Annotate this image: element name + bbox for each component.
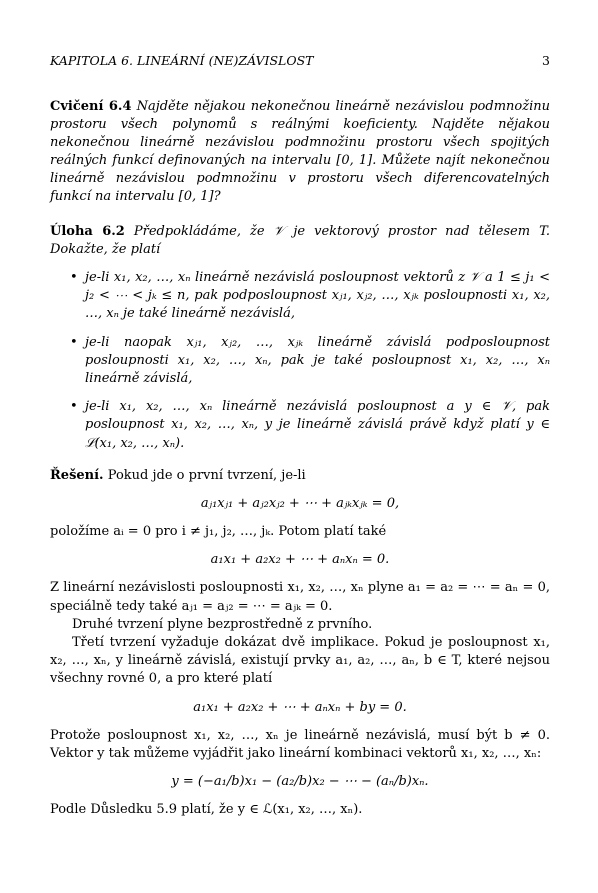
- list-item: • je-li x₁, x₂, …, xₙ lineárně nezávislá posloupnost a y ∈ 𝒱, pak posloupnost x₁, x₂, …, xₙ, y je lineárně závislá právě když platí y ∈ ℒ(x₁, x₂, …, xₙ).: [70, 399, 550, 451]
- task-6-2: [50, 223, 550, 259]
- page-number: 3: [542, 53, 550, 68]
- page: [50, 52, 550, 820]
- solution-paragraph: Podle Důsledku 5.9 platí, že y ∈ ℒ(x₁, x₂, …, xₙ).: [50, 802, 363, 818]
- solution-intro: Řešení. Pokud jde o první tvrzení, je-li: [50, 467, 306, 483]
- solution: [50, 467, 550, 820]
- bullet-icon: •: [70, 334, 78, 350]
- solution-paragraph: položíme aᵢ = 0 pro i ≠ j₁, j₂, …, jₖ. Potom platí také: [50, 524, 387, 540]
- equation-2: a₁x₁ + a₂x₂ + ⋯ + aₙxₙ = 0.: [210, 552, 390, 568]
- task-items: [50, 269, 550, 453]
- equation-4: y = (−a₁/b)x₁ − (a₂/b)x₂ − ⋯ − (aₙ/b)xₙ.: [171, 774, 429, 790]
- running-header: [50, 52, 550, 70]
- solution-paragraph: Protože posloupnost x₁, x₂, …, xₙ je lineárně nezávislá, musí být b ≠ 0. Vektor y tak můžeme vyjádřit jako lineární kombinaci vektorů x₁, x₂, …, xₙ:: [50, 727, 550, 761]
- task-text: Předpokládáme, že 𝒱 je vektorový prostor nad tělesem T. Dokažte, že platí: [50, 223, 550, 257]
- solution-paragraph: Třetí tvrzení vyžaduje dokázat dvě implikace. Pokud je posloupnost x₁, x₂, …, xₙ, y lineárně závislá, existují prvky a₁, a₂, …, aₙ, b ∈ T, které nejsou všechny rovné 0, a pro které platí: [50, 635, 550, 687]
- solution-paragraph: Z lineární nezávislosti posloupnosti x₁, x₂, …, xₙ plyne a₁ = a₂ = ⋯ = aₙ = 0, speciálně tedy také aⱼ₁ = aⱼ₂ = ⋯ = aⱼₖ = 0.: [50, 580, 550, 614]
- bullet-icon: •: [70, 399, 78, 415]
- exercise-text: Najděte nějakou nekonečnou lineárně nezávislou podmnožinu prostoru všech polynomů s reálnými koeficienty. Najděte nějakou nekonečnou lineárně nezávislou podmnožinu prostoru všech spojitých reálných funkcí definovaných na intervalu [0, 1]. Můžete najít nekonečnou lineárně nezávislou podmnožinu v prostoru všech diferencovatelných funkcí na intervalu [0, 1]?: [50, 98, 550, 205]
- solution-label: Řešení.: [50, 467, 104, 483]
- chapter-title: KAPITOLA 6. LINEÁRNÍ (NE)ZÁVISLOST: [50, 53, 314, 68]
- equation-1: aⱼ₁xⱼ₁ + aⱼ₂xⱼ₂ + ⋯ + aⱼₖxⱼₖ = 0,: [200, 495, 400, 511]
- exercise-6-4: [50, 98, 550, 207]
- list-item: • je-li x₁, x₂, …, xₙ lineárně nezávislá posloupnost vektorů z 𝒱 a 1 ≤ j₁ < j₂ < ⋯ < jₖ ≤ n, pak podposloupnost xⱼ₁, xⱼ₂, …, xⱼₖ posloupnosti x₁, x₂, …, xₙ je také lineárně nezávislá,: [70, 270, 550, 322]
- task-label: Úloha 6.2: [50, 223, 125, 239]
- bullet-icon: •: [70, 270, 78, 285]
- equation-3: a₁x₁ + a₂x₂ + ⋯ + aₙxₙ + by = 0.: [193, 699, 407, 715]
- exercise-label: Cvičení 6.4: [50, 98, 132, 114]
- solution-paragraph: Druhé tvrzení plyne bezprostředně z prvního.: [72, 616, 373, 632]
- list-item: • je-li naopak xⱼ₁, xⱼ₂, …, xⱼₖ lineárně závislá podposloupnost posloupnosti x₁, x₂, …, xₙ, pak je také posloupnost x₁, x₂, …, xₙ lineárně závislá,: [70, 334, 550, 386]
